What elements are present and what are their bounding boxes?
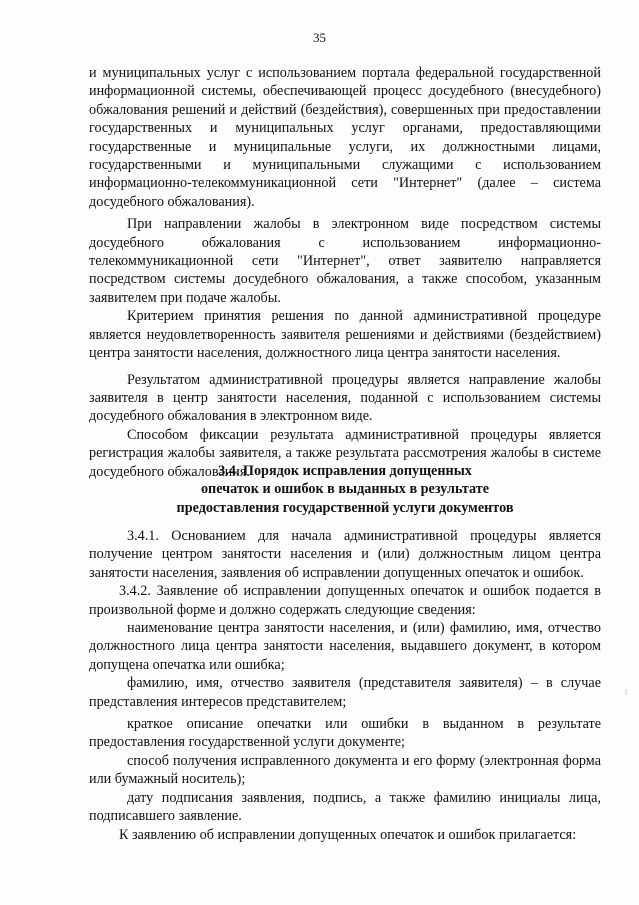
section-heading-line-2: опечаток и ошибок в выданных в результате (200, 481, 490, 498)
section-heading-line-3: предоставления государственной услуги документов (176, 499, 514, 516)
paragraph-3-4-1: 3.4.1. Основанием для начала административной процедуры является получение центром занятости населения и (или) должностным лицом центра занятости населения, заявления об исправлении допущенных опечаток и ошибок. (89, 528, 601, 581)
paragraph-applicant-name: фамилию, имя, отчество заявителя (представителя заявителя) – в случае представления интересов представителем; (89, 675, 601, 710)
corrections-procedure-text (89, 527, 601, 844)
page-number: 35 (313, 30, 326, 45)
paragraph-center-name: наименование центра занятости населения, и (или) фамилию, имя, отчество должностного лица центра занятости населения, выдавшего документ, в котором допущена опечатка или ошибка; (89, 620, 601, 673)
paragraph-delivery-method: способ получения исправленного документа и его форму (электронная форма или бумажный носитель); (89, 752, 601, 788)
paragraph-error-description: краткое описание опечатки или ошибки в выданном в результате предоставления государственной услуги документе; (89, 716, 601, 751)
scan-artifact (625, 689, 627, 695)
paragraph-portal-continuation: и муниципальных услуг с использованием портала федеральной государственной информационной системы, обеспечивающей процесс досудебного (внесудебного) обжалования решений и действий (бездействия), совершенных при предоставлении государственных и муниципальных услуг органами, предоставляющими государственные и муниципальные услуги, их должностными лицами, государственными и муниципальными служащими с использованием информационно-телекоммуникационной сети "Интернет" (далее – система досудебного обжалования). (89, 65, 601, 210)
complaint-procedure-text (89, 64, 601, 481)
paragraph-procedure-result: Результатом административной процедуры является направление жалобы заявителя в центр занятости населения, поданной с использованием системы досудебного обжалования в электронном виде. (89, 371, 601, 425)
paragraph-3-4-2: 3.4.2. Заявление об исправлении допущенных опечаток и ошибок подается в произвольной форме и должно содержать следующие сведения: (89, 583, 601, 618)
paragraph-decision-criterion: Критерием принятия решения по данной административной процедуре является неудовлетворенность заявителя решениями и действиями (бездействием) центра занятости населения, должностного лица центра занятости населения. (89, 308, 601, 362)
paragraph-result-fixation: Способом фиксации результата административной процедуры является регистрация жалобы заявителя, а также результата рассмотрения жалобы в системе досудебного обжалования. (89, 426, 601, 480)
paragraph-electronic-complaint: При направлении жалобы в электронном виде посредством системы досудебного обжалования с использованием информационно-телекоммуникационной сети "Интернет", ответ заявителю направляется посредством системы досудебного обжалования, а также способом, указанным заявителем при подаче жалобы. (89, 216, 601, 306)
paragraph-signature-date: дату подписания заявления, подпись, а также фамилию инициалы лица, подписавшего заявление. (89, 789, 601, 825)
section-heading-line-1: 3.4. Порядок исправления допущенных (218, 463, 472, 479)
paragraph-attachments: К заявлению об исправлении допущенных опечаток и ошибок прилагается: (119, 826, 577, 843)
section-heading (89, 462, 601, 517)
